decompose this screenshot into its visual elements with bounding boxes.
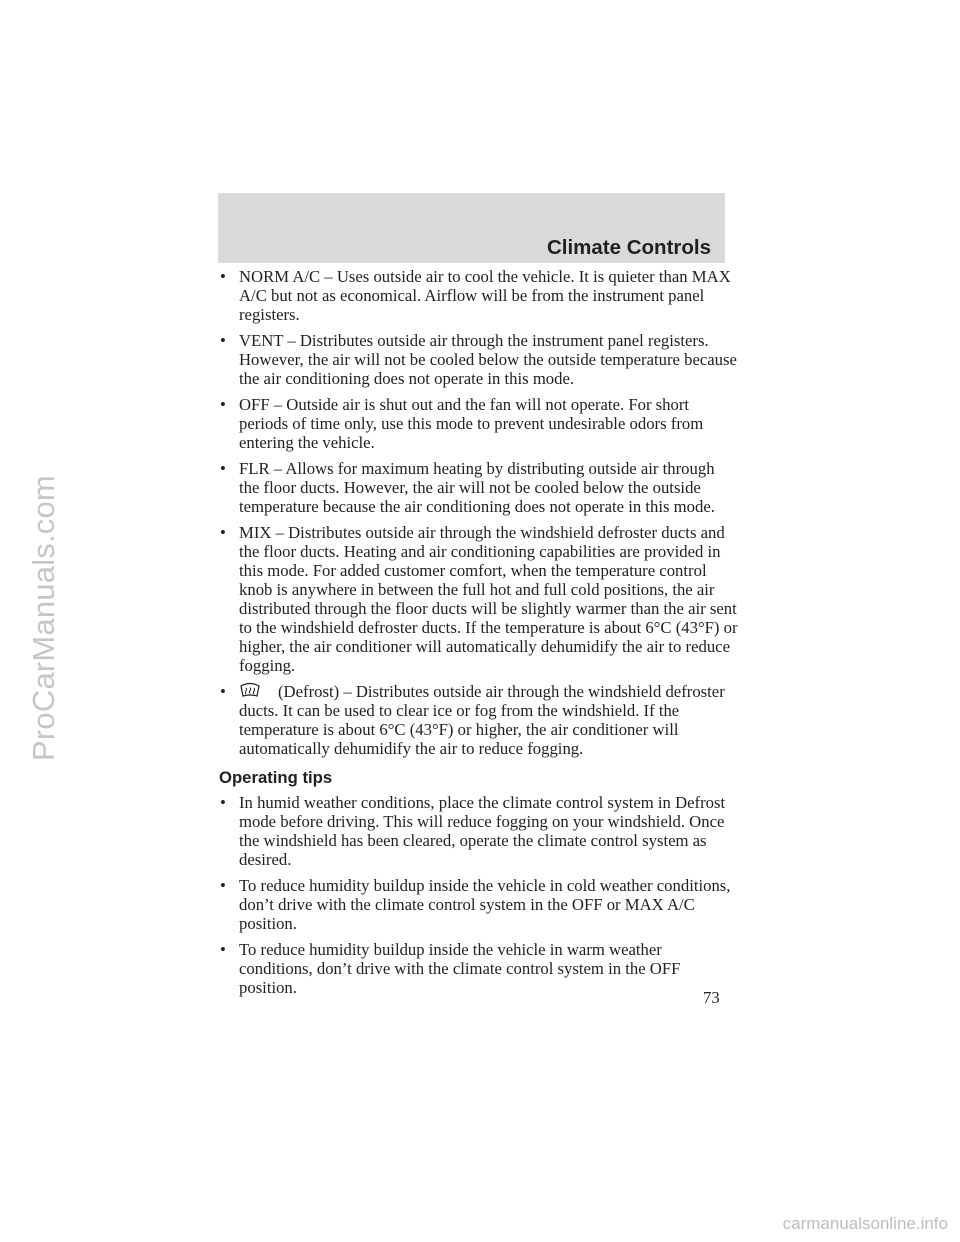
mode-vent-text: VENT – Distributes outside air through the instrument panel registers. However, the air will not be cooled below the outside temperature because the air conditioning does not operate in this mode. bbox=[239, 331, 737, 388]
list-item bbox=[219, 940, 739, 997]
mode-mix-text: MIX – Distributes outside air through the windshield defroster ducts and the floor ducts. Heating and air conditioning capabilities are provided in this mode. For added customer comfort, when the temperature control knob is anywhere in between the full hot and full cold positions, the air distributed through the floor ducts will be slightly warmer than the air sent to the windshield defroster ducts. If the temperature is about 6°C (43°F) or higher, the air conditioner will automatically dehumidify the air to reduce fogging. bbox=[239, 523, 738, 675]
mode-flr-text: FLR – Allows for maximum heating by distributing outside air through the floor ducts. However, the air will not be cooled below the outside temperature because the air conditioning does not operate in this mode. bbox=[239, 459, 715, 516]
list-item bbox=[219, 331, 739, 388]
tip-text: To reduce humidity buildup inside the vehicle in warm weather conditions, don’t drive with the climate control system in the OFF position. bbox=[239, 940, 681, 997]
bullet-marker: • bbox=[220, 793, 226, 812]
page-number: 73 bbox=[703, 988, 720, 1007]
windshield-defrost-icon bbox=[239, 682, 261, 698]
bullet-marker: • bbox=[220, 940, 226, 959]
list-item bbox=[219, 876, 739, 933]
section-header bbox=[218, 193, 725, 263]
bullet-marker: • bbox=[220, 267, 226, 286]
page-content bbox=[219, 267, 739, 1004]
tip-text: To reduce humidity buildup inside the vehicle in cold weather conditions, don’t drive with the climate control system in the OFF or MAX A/C position. bbox=[239, 876, 731, 933]
list-item bbox=[219, 523, 739, 675]
mode-off-text: OFF – Outside air is shut out and the fan will not operate. For short periods of time only, use this mode to prevent undesirable odors from entering the vehicle. bbox=[239, 395, 704, 452]
bullet-marker: • bbox=[220, 876, 226, 895]
list-item bbox=[219, 267, 739, 324]
site-watermark: ProCarManuals.com bbox=[26, 475, 61, 761]
bullet-marker: • bbox=[220, 395, 226, 414]
list-item bbox=[219, 395, 739, 452]
mode-defrost-text: (Defrost) – Distributes outside air through the windshield defroster ducts. It can be used to clear ice or fog from the windshield. If the temperature is about 6°C (43°F) or higher, the air conditioner will automatically dehumidify the air to reduce fogging. bbox=[239, 682, 725, 758]
bullet-marker: • bbox=[220, 523, 226, 542]
tip-text: In humid weather conditions, place the climate control system in Defrost mode before driving. This will reduce fogging on your windshield. Once the windshield has been cleared, operate the climate control system as desired. bbox=[239, 793, 726, 869]
operating-tips-heading: Operating tips bbox=[219, 768, 333, 787]
list-item bbox=[219, 793, 739, 869]
list-item bbox=[219, 682, 739, 758]
mode-norm-ac-text: NORM A/C – Uses outside air to cool the vehicle. It is quieter than MAX A/C but not as economical. Airflow will be from the instrument panel registers. bbox=[239, 267, 731, 324]
footer-watermark: carmanualsonline.info bbox=[782, 1214, 948, 1233]
bullet-marker: • bbox=[220, 459, 226, 478]
bullet-marker: • bbox=[220, 682, 226, 701]
list-item bbox=[219, 459, 739, 516]
section-title: Climate Controls bbox=[546, 236, 711, 259]
bullet-marker: • bbox=[220, 331, 226, 350]
